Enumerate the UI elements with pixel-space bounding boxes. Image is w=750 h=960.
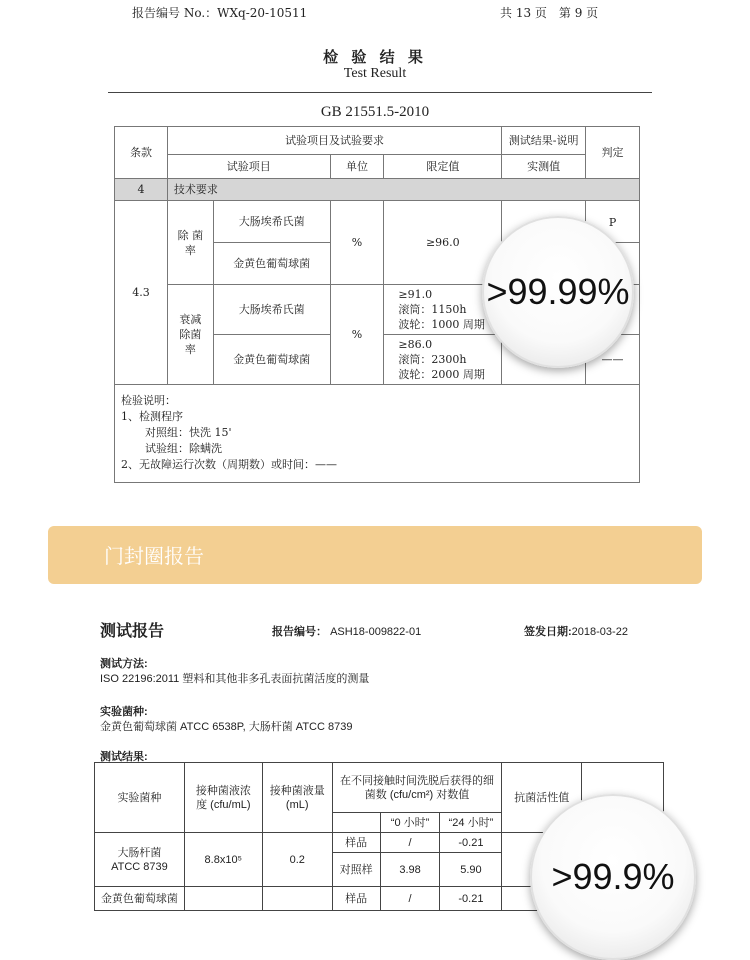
group2-limit1-drum: 滚筒：1150h (398, 303, 467, 316)
r2-sample-label: 样品 (332, 887, 380, 911)
method-label: 测试方法: (100, 658, 148, 670)
section-clause: 4 (115, 179, 168, 201)
r2-sample-24h: -0.21 (440, 887, 502, 911)
section-label: 技术要求 (167, 179, 639, 201)
group2-judge: —— (586, 335, 640, 385)
header-clause: 条款 (115, 127, 168, 179)
title-english: Test Result (343, 66, 407, 81)
issue-date-value: 2018-03-22 (571, 626, 628, 638)
r1-sample-24h: -0.21 (440, 833, 502, 853)
r2-strain: 金黄色葡萄球菌 (95, 887, 185, 911)
group2-limit1-value: ≥91.0 (398, 288, 433, 301)
standard-code: GB 21551.5-2010 (320, 104, 430, 120)
h-concentration: 接种菌液浓度 (cfu/mL) (184, 763, 262, 833)
group2-limit2-value: ≥86.0 (398, 338, 433, 351)
r2-volume (262, 887, 332, 911)
r2-concentration (184, 887, 262, 911)
report-number-label: 报告编号： (272, 626, 327, 638)
group2-unit: % (330, 285, 384, 385)
h-strain: 实验菌种 (95, 763, 185, 833)
clause-4-3: 4.3 (115, 201, 168, 385)
r1-control-label: 对照样 (332, 853, 380, 887)
r1-sample-label: 样品 (332, 833, 380, 853)
group1-item2: 金黄色葡萄球菌 (213, 243, 330, 285)
r1-control-24h: 5.90 (440, 853, 502, 887)
magnifier-bubble-2: >99.9% (530, 794, 696, 960)
r1-volume: 0.2 (262, 833, 332, 887)
group2-name: 衰减 除菌 率 (167, 285, 213, 385)
report-number-header: 报告编号 No.：WXq-20-10511 (132, 6, 308, 20)
h-volume: 接种菌液量(mL) (262, 763, 332, 833)
group1-limit: ≥96.0 (384, 201, 502, 285)
header-judge: 判定 (586, 127, 640, 179)
r2-sample-0h: / (380, 887, 440, 911)
r1-control-0h: 3.98 (380, 853, 440, 887)
results-label: 测试结果: (100, 751, 148, 763)
h-0h: “0 小时” (380, 813, 440, 833)
group2-limit1-pulsator: 波轮：1000 周期 (398, 318, 485, 331)
title-chinese: 检 验 结 果 (323, 48, 427, 66)
report-title: 测试报告 (100, 623, 165, 640)
r1-concentration: 8.8x10⁵ (184, 833, 262, 887)
title-divider (108, 92, 652, 93)
notes-heading: 检验说明： (121, 394, 176, 407)
inspection-notes (115, 385, 640, 483)
issue-date (524, 623, 628, 639)
issue-date-label: 签发日期: (524, 626, 572, 638)
header-result-desc: 测试结果-说明 (502, 127, 586, 155)
report-number-value: ASH18-009822-01 (330, 626, 422, 638)
h-24h: “24 小时” (440, 813, 502, 833)
h-activity: 抗菌活性值 (502, 763, 582, 833)
strain-text: 金黄色葡萄球菌 ATCC 6538P, 大肠杆菌 ATCC 8739 (100, 721, 353, 733)
notes-line-4: 2、无故障运行次数（周期数）或时间：—— (121, 458, 337, 471)
group2-item2: 金黄色葡萄球菌 (213, 335, 330, 385)
strain-label: 实验菌种: (100, 706, 148, 718)
report-number (272, 623, 421, 639)
header-item: 试验项目 (167, 155, 330, 179)
notes-line-1: 1、检测程序 (121, 410, 183, 423)
group2-limit2-pulsator: 波轮：2000 周期 (398, 368, 485, 381)
notes-line-2: 对照组：快洗 15' (145, 426, 232, 439)
h-blank (332, 813, 380, 833)
header-limit: 限定值 (384, 155, 502, 179)
header-items-requirements: 试验项目及试验要求 (167, 127, 501, 155)
header-unit: 单位 (330, 155, 384, 179)
group1-name: 除 菌 率 (167, 201, 213, 285)
group2-limit2 (384, 335, 502, 385)
group1-judge: P (586, 201, 640, 243)
group2-limit2-drum: 滚筒：2300h (398, 353, 467, 366)
group1-unit: % (330, 201, 384, 285)
magnifier-bubble-1: >99.99% (482, 216, 634, 368)
group1-item1: 大肠埃希氏菌 (213, 201, 330, 243)
method-text: ISO 22196:2011 塑料和其他非多孔表面抗菌活度的测量 (100, 673, 370, 685)
group2-item1: 大肠埃希氏菌 (213, 285, 330, 335)
notes-line-3: 试验组：除螨洗 (145, 442, 222, 455)
h-count: 在不同接触时间洗脱后获得的细菌数 (cfu/cm²) 对数值 (332, 763, 502, 813)
r1-strain: 大肠杆菌 ATCC 8739 (95, 833, 185, 887)
header-measured: 实测值 (502, 155, 586, 179)
r1-sample-0h: / (380, 833, 440, 853)
banner-title: 门封圈报告 (104, 546, 204, 568)
page-count-header: 共 13 页 第 9 页 (500, 6, 599, 20)
